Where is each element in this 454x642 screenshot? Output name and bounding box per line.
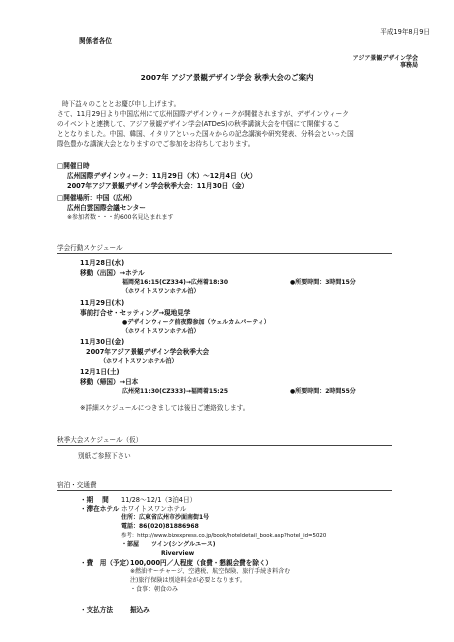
venue-heading: □開催場所：中国（広州） xyxy=(57,194,136,202)
design-week-dates: 広州国際デザインウィーク：11月29日（木）～12月4日（火） xyxy=(67,172,257,180)
sender-organization: アジア景観デザイン学会 xyxy=(352,55,418,62)
participants-note: ※参加者数・・・約600名見込まれます xyxy=(67,214,174,221)
day1-move: 移動（出国）→ホテル xyxy=(80,269,145,277)
day2-plan: 事前打合せ・セッティング→現地見学 xyxy=(80,309,191,317)
document-title: 2007年 アジア景観デザイン学会 秋季大会のご案内 xyxy=(140,73,314,82)
conference-date: 2007年アジア景観デザイン学会秋季大会：11月30日（金） xyxy=(67,182,249,190)
day1-date: 11月28日(水) xyxy=(80,259,125,267)
room-view: Riverview xyxy=(161,550,195,557)
day4-date: 12月1日(土) xyxy=(80,368,120,376)
cost-note-meals: ・食事：朝食のみ xyxy=(130,586,179,593)
intro-line-3: のイベントと連携して、アジア景観デザイン学会(ATDeS)の秋季講演大会を中国にて開催するこ xyxy=(57,120,340,128)
itinerary-divider xyxy=(57,253,392,254)
day4-move: 移動（帰国）→日本 xyxy=(80,378,139,386)
day3-date: 11月30日(金) xyxy=(80,338,125,346)
day1-duration: ●所要時間：3時間15分 xyxy=(290,279,356,286)
intro-line-5: 際色豊かな講演大会となりますのでご参加をお待ちしております。 xyxy=(57,140,255,148)
conference-body: 別紙ご参照下さい xyxy=(78,452,131,460)
cost-value: 100,000円／人程度（食費・懇親会費を除く） xyxy=(130,559,273,567)
payment-value: 振込み xyxy=(130,606,150,614)
itinerary-heading: 学会行動スケジュール xyxy=(57,244,123,252)
itinerary-note: ※詳細スケジュールにつきましては後日ご連絡致します。 xyxy=(80,404,250,412)
addressee: 関係者各位 xyxy=(79,37,112,45)
intro-line-2: さて、11月29日より中国広州にて広州国際デザインウィークが開催されますが、デザインウィーク xyxy=(57,110,349,118)
period-value: 11/28～12/1（3泊4日） xyxy=(121,496,197,504)
day4-duration: ●所要時間：2時間55分 xyxy=(290,388,356,395)
sender-office: 事務局 xyxy=(399,62,418,69)
intro-line-1: 時下益々のこととお慶び申し上げます。 xyxy=(62,100,181,108)
day3-hotel: （ホワイトスワンホテル泊） xyxy=(100,358,178,365)
hotel-phone: 電話：86(020)81886968 xyxy=(121,523,199,530)
hotel-url: 参考：http://www.bizexpress.co.jp/book/hoteldetail_book.asp?hotel_id=5020 xyxy=(121,533,327,539)
conference-divider xyxy=(57,445,392,446)
day1-hotel: （ホワイトスワンホテル泊） xyxy=(122,288,200,295)
lodging-divider xyxy=(57,490,392,491)
intro-line-4: ととなりました。中国、韓国、イタリアといった国々からの記念講演や研究発表、分科会といった国 xyxy=(57,130,354,138)
day2-hotel: （ホワイトスワンホテル泊） xyxy=(122,328,200,335)
day3-event: 2007年アジア景観デザイン学会秋季大会 xyxy=(86,348,210,356)
document-date: 平成19年8月9日 xyxy=(380,28,430,36)
room-type: ・部屋 ツイン(シングルユース) xyxy=(121,541,216,548)
lodging-heading: 宿泊・交通費 xyxy=(57,481,97,489)
conference-heading: 秋季大会スケジュール（仮） xyxy=(57,436,143,444)
day2-event: ●デザインウィーク前夜際参加（ウェルカムパーティ） xyxy=(122,319,270,326)
venue-name: 広州白雲国際会議センター xyxy=(67,204,146,212)
cost-note-surcharge: ※燃油サーチャージ、空港税、航空保険、旅行手続き料含む xyxy=(130,568,291,575)
period-label: ・期 間 xyxy=(80,496,109,504)
day2-date: 11月29日(木) xyxy=(80,299,125,307)
cost-note-insurance: 注)旅行保険は別途料金が必要となります。 xyxy=(130,577,246,584)
hotel-name: ホワイトスワンホテル xyxy=(121,505,187,513)
day1-flight: 福岡発16:15(CZ334)→広州着18:30 xyxy=(122,279,228,286)
day4-flight: 広州発11:30(CZ333)→福岡着15:25 xyxy=(122,388,228,395)
payment-label: ・支払方法 xyxy=(80,606,113,614)
dates-heading: □開催日時 xyxy=(57,162,90,170)
cost-label: ・費 用（予定） xyxy=(80,559,133,567)
hotel-label: ・滞在ホテル xyxy=(80,505,120,513)
hotel-address: 住所：広東省広州市沙面南街1号 xyxy=(121,514,210,521)
